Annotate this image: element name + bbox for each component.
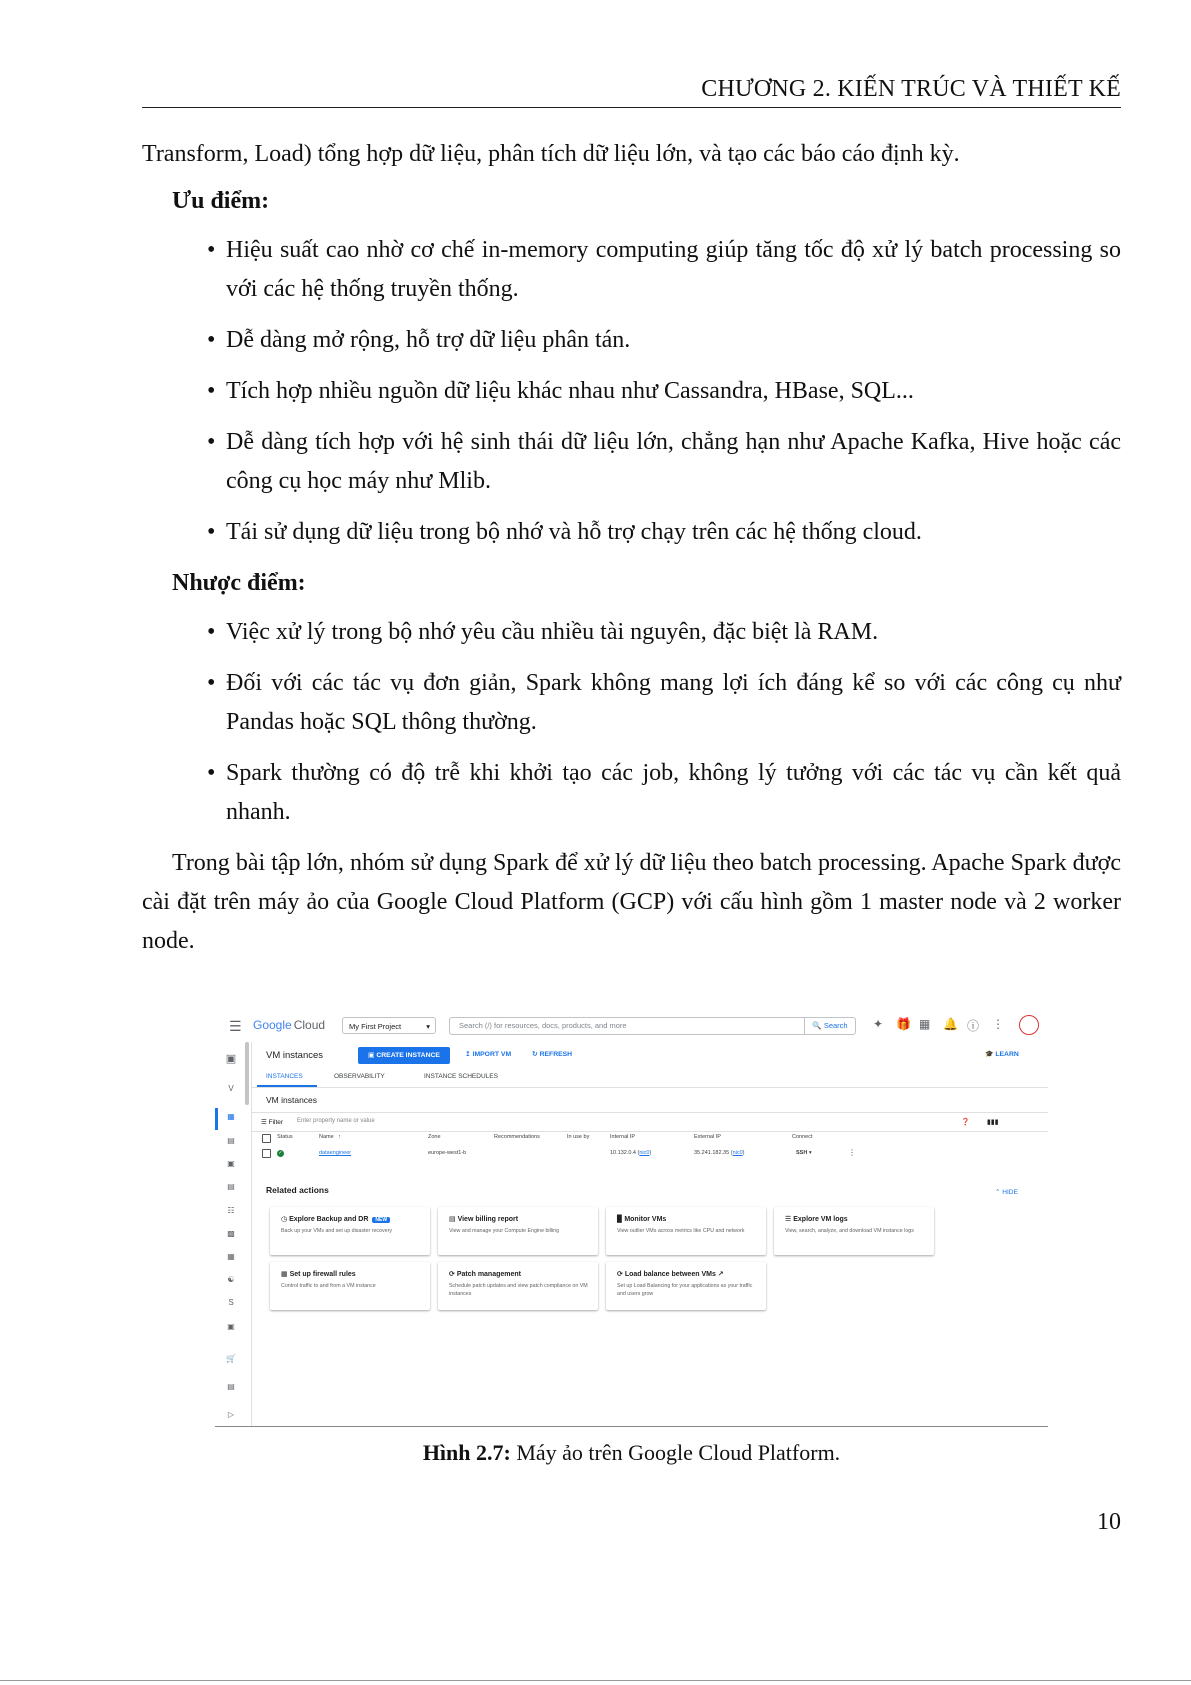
tpus-icon[interactable]: ☷ <box>227 1206 235 1215</box>
list-item: • Tái sử dụng dữ liệu trong bộ nhớ và hỗ trợ chạy trên các hệ thống cloud. <box>226 513 1121 552</box>
compute-engine-icon[interactable]: ▣ <box>225 1053 237 1065</box>
action-card[interactable] <box>606 1262 766 1310</box>
card-title: ☰ Explore VM logs <box>785 1216 848 1223</box>
filter-icon[interactable]: ☰ Filter <box>261 1119 284 1126</box>
action-card[interactable] <box>606 1207 766 1255</box>
refresh-button[interactable]: ↻ REFRESH <box>532 1051 573 1058</box>
list-item: • Dễ dàng mở rộng, hỗ trợ dữ liệu phân tán. <box>226 321 1121 360</box>
marketplace-icon[interactable]: 🛒 <box>226 1354 236 1363</box>
card-title: ▉ Monitor VMs <box>617 1216 667 1223</box>
action-card[interactable] <box>438 1207 598 1255</box>
refresh-label: REFRESH <box>539 1051 573 1058</box>
header-rule <box>142 107 1121 108</box>
card-description: View outlier VMs across metrics like CPU and network <box>617 1228 745 1234</box>
search-input[interactable] <box>449 1017 856 1035</box>
ssh-button[interactable]: SSH ▾ <box>796 1150 812 1156</box>
list-item: • Tích hợp nhiều nguồn dữ liệu khác nhau như Cassandra, HBase, SQL... <box>226 372 1121 411</box>
action-card[interactable] <box>774 1207 934 1255</box>
logo-google: Google <box>253 1018 292 1032</box>
calendar-icon[interactable]: ▦ <box>227 1252 235 1261</box>
storage-icon[interactable]: ▣ <box>227 1322 235 1331</box>
card-title: ▦ Set up firewall rules <box>281 1271 356 1278</box>
column-header[interactable]: Zone <box>428 1134 441 1140</box>
gift-icon[interactable]: 🎁 <box>896 1017 911 1031</box>
row-checkbox[interactable] <box>262 1149 271 1158</box>
external-link-icon: ↗ <box>717 1271 724 1278</box>
list-item: • Dễ dàng tích hợp với hệ sinh thái dữ liệu lớn, chẳng hạn như Apache Kafka, Hive hoặc các công cụ học máy như Mlib. <box>226 423 1121 501</box>
help-icon[interactable]: ⓘ <box>967 1019 980 1033</box>
google-cloud-logo[interactable] <box>253 1018 325 1032</box>
page-title: VM instances <box>266 1050 324 1061</box>
column-display-icon[interactable]: ▮▮▮ <box>987 1119 999 1126</box>
card-title: ▤ View billing report <box>449 1216 519 1223</box>
machine-images-icon[interactable]: ▤ <box>227 1182 235 1191</box>
column-header[interactable]: External IP <box>694 1134 721 1140</box>
card-title-text: Load balance between VMs <box>624 1271 716 1278</box>
internal-ip: 10.132.0.4 (nic0) <box>610 1150 652 1156</box>
column-header[interactable]: Recommendations <box>494 1134 540 1140</box>
sidebar-section-v: V <box>228 1084 234 1093</box>
filter-input[interactable]: Enter property name or value <box>297 1118 375 1124</box>
card-description: Schedule patch updates and view patch compliance on VM instances <box>449 1283 588 1297</box>
filter-bar[interactable] <box>251 1112 1048 1132</box>
pros-heading: Ưu điểm: <box>172 188 270 214</box>
list-item: • Việc xử lý trong bộ nhớ yêu cầu nhiều tài nguyên, đặc biệt là RAM. <box>226 613 1121 652</box>
tab-instance-schedules[interactable]: INSTANCE SCHEDULES <box>424 1073 498 1080</box>
sole-tenant-icon[interactable]: ▣ <box>227 1159 235 1168</box>
search-button-label: Search <box>823 1021 848 1030</box>
closing-paragraph: Trong bài tập lớn, nhóm sử dụng Spark để xử lý dữ liệu theo batch processing. Apache Spark được cài đặt trên máy ảo của Google Cloud Platform (GCP) với cấu hình gồm 1 master node và 2 worker node. <box>142 850 1121 954</box>
gcp-topbar <box>215 1010 1048 1042</box>
external-nic-link[interactable]: nic0 <box>732 1150 743 1156</box>
pros-list <box>142 231 1121 552</box>
vm-instances-icon[interactable]: ▦ <box>227 1112 235 1121</box>
learn-label: LEARN <box>995 1051 1019 1058</box>
sidebar-active-indicator <box>215 1108 218 1130</box>
import-vm-label: IMPORT VM <box>472 1051 512 1058</box>
hide-label: HIDE <box>1002 1189 1018 1196</box>
search-placeholder: Search (/) for resources, docs, products, and more <box>459 1021 627 1030</box>
more-vert-icon[interactable]: ⋮ <box>992 1017 1004 1031</box>
hide-button[interactable]: ⌃ HIDE <box>995 1189 1018 1196</box>
tab-bar <box>251 1067 1048 1088</box>
help-icon[interactable]: ❓ <box>961 1119 970 1126</box>
bell-icon[interactable]: 🔔 <box>943 1017 958 1031</box>
learn-button[interactable]: 🎓 LEARN <box>985 1051 1019 1058</box>
running-head: CHƯƠNG 2. KIẾN TRÚC VÀ THIẾT KẾ <box>701 76 1121 102</box>
external-ip: 35.241.182.35 (nic0) <box>694 1150 745 1156</box>
new-badge: NEW <box>372 1217 390 1223</box>
card-title-text: Explore Backup and DR <box>289 1216 369 1223</box>
card-title: ⟳ Patch management <box>449 1271 521 1278</box>
logo-cloud: Cloud <box>293 1018 326 1032</box>
related-actions-title: Related actions <box>266 1185 329 1195</box>
column-header[interactable]: Status <box>277 1134 293 1140</box>
gcp-screenshot <box>215 1010 1048 1427</box>
project-selector[interactable] <box>342 1017 436 1034</box>
list-item: • Hiệu suất cao nhờ cơ chế in-memory computing giúp tăng tốc độ xử lý batch processing so với các hệ thống truyền thống. <box>226 231 1121 309</box>
instance-name-link[interactable]: dataengineer <box>319 1150 352 1156</box>
internal-nic-link[interactable]: nic0 <box>639 1150 650 1156</box>
sparkle-icon[interactable]: ✦ <box>873 1017 884 1031</box>
card-title: ⟳ Load balance between VMs ↗ <box>617 1271 724 1278</box>
card-title: ◷ Explore Backup and DR NEW <box>281 1215 390 1223</box>
tab-instances[interactable]: INSTANCES <box>266 1073 303 1080</box>
column-header[interactable]: Internal IP <box>610 1134 636 1140</box>
menu-icon[interactable]: ☰ <box>229 1018 242 1034</box>
committed-use-icon[interactable]: ▩ <box>227 1229 235 1238</box>
expand-sidebar-icon[interactable]: ▷ <box>227 1410 235 1419</box>
terminal-icon[interactable]: ▦ <box>919 1017 931 1031</box>
sidebar-section-s: S <box>228 1298 234 1307</box>
status-ok-icon: ✓ <box>278 1150 283 1156</box>
tab-underline <box>257 1085 317 1087</box>
intro-paragraph: Transform, Load) tổng hợp dữ liệu, phân tích dữ liệu lớn, và tạo các báo cáo định kỳ. <box>142 141 960 167</box>
chevron-down-icon: ▾ <box>426 1022 430 1031</box>
cons-heading: Nhược điểm: <box>172 570 306 596</box>
card-description: Set up Load Balancing for your applications as your traffic and users grow <box>617 1283 753 1297</box>
migrate-icon[interactable]: ☯ <box>227 1275 235 1284</box>
card-title-text: Set up firewall rules <box>289 1271 356 1278</box>
tab-observability[interactable]: OBSERVABILITY <box>334 1073 385 1080</box>
more-vert-icon[interactable]: ⋮ <box>848 1148 856 1157</box>
action-card[interactable] <box>270 1207 430 1255</box>
select-all-checkbox[interactable] <box>262 1134 271 1143</box>
instance-templates-icon[interactable]: ▤ <box>227 1136 235 1145</box>
action-card[interactable] <box>270 1262 430 1310</box>
card-title-text: View billing report <box>457 1216 519 1223</box>
internal-ip-value: 10.132.0.4 <box>610 1150 636 1156</box>
create-instance-button[interactable]: ▣ CREATE INSTANCE <box>358 1047 450 1064</box>
project-name: My First Project <box>349 1022 402 1031</box>
card-description: View and manage your Compute Engine billing <box>449 1228 560 1234</box>
ssh-label: SSH <box>796 1150 808 1156</box>
card-title-text: Patch management <box>456 1271 521 1278</box>
section-title: VM instances <box>266 1095 318 1105</box>
search-button[interactable]: 🔍 Search <box>804 1018 855 1034</box>
avatar[interactable] <box>1019 1015 1039 1035</box>
create-instance-label: CREATE INSTANCE <box>376 1052 440 1059</box>
card-title-text: Monitor VMs <box>624 1216 667 1223</box>
card-title-text: Explore VM logs <box>793 1216 848 1223</box>
action-card[interactable] <box>438 1262 598 1310</box>
list-item: • Spark thường có độ trễ khi khởi tạo các job, không lý tưởng với các tác vụ cần kết quả nhanh. <box>226 754 1121 832</box>
caption-text: Máy ảo trên Google Cloud Platform. <box>510 1440 841 1465</box>
caption-label: Hình 2.7: <box>422 1440 511 1465</box>
filter-label: Filter <box>268 1119 284 1126</box>
sidebar-scrollbar[interactable] <box>245 1042 249 1105</box>
column-header: Connect <box>792 1134 813 1140</box>
external-ip-value: 35.241.182.35 <box>694 1150 730 1156</box>
list-item: • Đối với các tác vụ đơn giản, Spark không mang lợi ích đáng kể so với các công cụ như Pandas hoặc SQL thông thường. <box>226 664 1121 742</box>
column-header[interactable]: Name <box>319 1134 334 1140</box>
card-description: Control traffic to and from a VM instance <box>281 1283 376 1289</box>
import-vm-button[interactable]: ↥ IMPORT VM <box>465 1051 512 1058</box>
card-description: Back up your VMs and set up disaster recovery <box>281 1228 392 1234</box>
card-description: View, search, analyze, and download VM instance logs <box>785 1228 914 1234</box>
sort-arrow-icon[interactable]: ↑ <box>338 1134 341 1140</box>
cons-list <box>142 613 1121 832</box>
column-header[interactable]: In use by <box>567 1134 590 1140</box>
page-number: 10 <box>1097 1509 1121 1535</box>
figure-caption <box>142 1440 1121 1466</box>
bottom-rule <box>0 1680 1191 1681</box>
instance-zone: europe-west1-b <box>428 1150 467 1156</box>
body-text <box>142 135 1121 961</box>
release-notes-icon[interactable]: ▤ <box>227 1382 235 1391</box>
